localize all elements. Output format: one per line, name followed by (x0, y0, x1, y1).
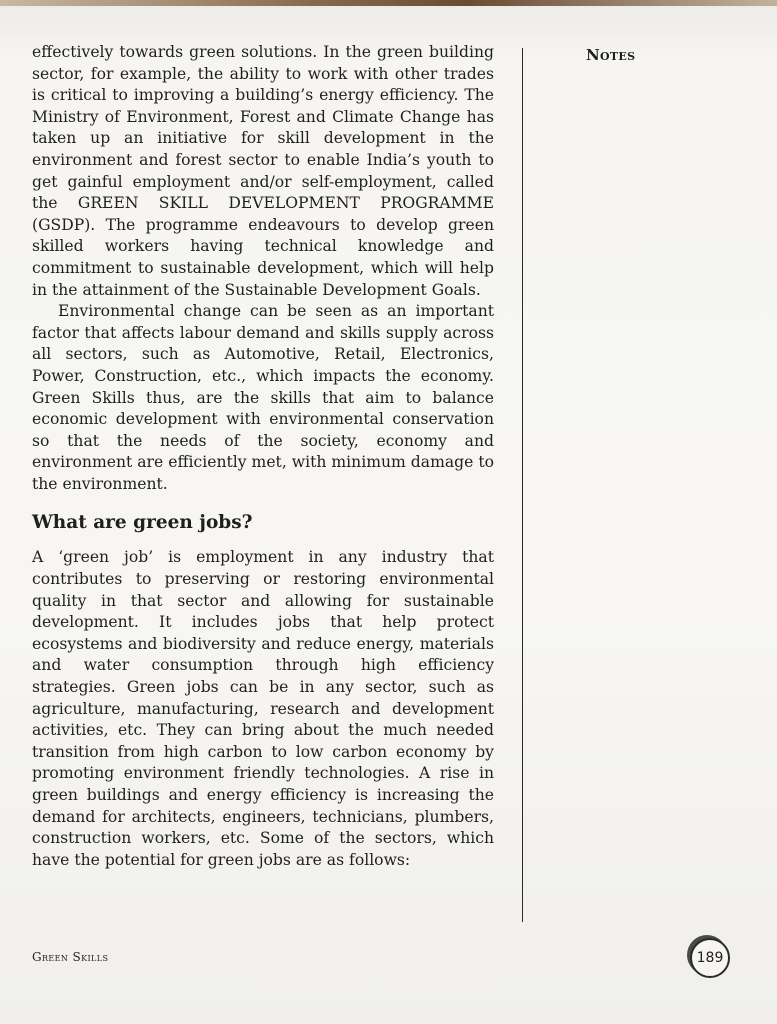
footer-book-title: Green Skills (32, 950, 109, 964)
page-number-badge (690, 938, 730, 978)
page-top-edge (0, 0, 777, 6)
paragraph-2: Environmental change can be seen as an important factor that affects labour demand and skills supply across all sectors, such as Automotive, Retail, Electronics, Power, Construction, etc., which impacts the economy. Green Skills thus, are the skills that aim to balance economic development with environmental conservation so that the needs of the society, economy and environment are efficiently met, with minimum damage to the environment. (32, 302, 494, 493)
main-text-column (32, 42, 494, 871)
notes-label: Notes (586, 46, 636, 64)
column-divider (522, 48, 523, 922)
paragraph-1: effectively towards green solutions. In the green building sector, for example, the ability to work with other trades is critical to improving a building’s energy efficiency. The Ministry of Environment, Forest and Climate Change has taken up an initiative for skill development in the environment and forest sector to enable India’s youth to get gainful employment and/or self-employment, called the GREEN SKILL DEVELOPMENT PROGRAMME (GSDP). The programme endeavours to develop green skilled workers having technical knowledge and commitment to sustainable development, which will help in the attainment of the Sustainable Development Goals. (32, 43, 494, 299)
section-heading: What are green jobs? (32, 512, 253, 534)
page-number: 189 (696, 950, 724, 966)
paragraph-3: A ‘green job’ is employment in any industry that contributes to preserving or restoring environmental quality in that sector and allowing for sustainable development. It includes jobs that help protect ecosystems and biodiversity and reduce energy, materials and water consumption through high efficiency strategies. Green jobs can be in any sector, such as agriculture, manufacturing, research and development activities, etc. They can bring about the much needed transition from high carbon to low carbon economy by promoting environment friendly technologies. A rise in green buildings and energy efficiency is increasing the demand for architects, engineers, technicians, plumbers, construction workers, etc. Some of the sectors, which have the potential for green jobs are as follows: (32, 548, 494, 869)
